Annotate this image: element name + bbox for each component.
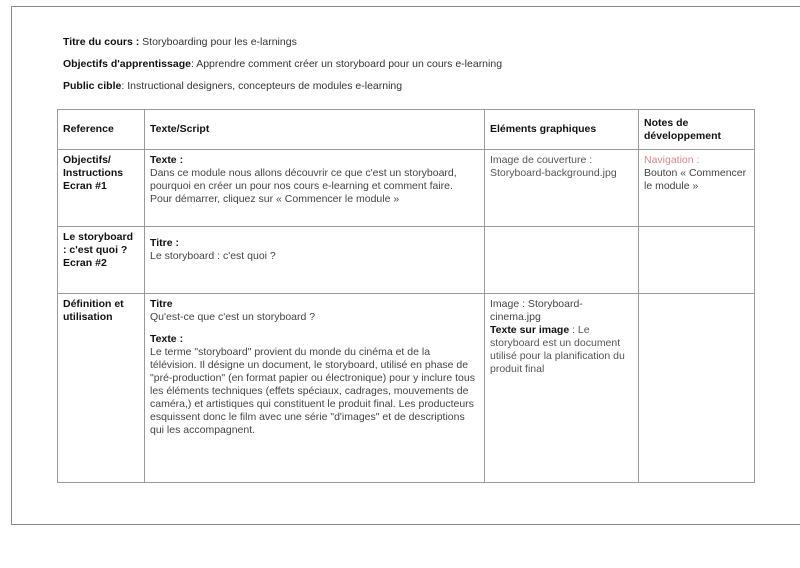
row1-script-text2: Pour démarrer, cliquez sur « Commencer le module » bbox=[150, 193, 400, 205]
objectives-line bbox=[63, 58, 502, 70]
course-title-line bbox=[63, 36, 297, 48]
row3-graphics-text: : Le storyboard est un document utilisé pour la planification du produit final bbox=[490, 324, 625, 375]
row3-script-text: Le terme "storyboard" provient du monde du cinéma et de la télévision. Il désigne un document, le storyboard, utilisé en phase de "pré-production" (en format papier ou électronique) pour y inclure tous les éléments techniques (effets spéciaux, cadrages, mouvements de caméra,) et artistiques qui constituent le produit final. Les producteurs esquissent donc le film avec une série "d'images" et de descriptions qui les accompagnent. bbox=[150, 346, 475, 436]
row3-graphics bbox=[485, 294, 639, 483]
row1-script-label: Texte : bbox=[150, 154, 184, 166]
row1-notes-text: Bouton « Commencer le module » bbox=[644, 167, 747, 192]
row2-reference: Le storyboard : c'est quoi ? Ecran #2 bbox=[58, 227, 145, 294]
header-script: Texte/Script bbox=[145, 110, 485, 150]
audience-value: : Instructional designers, concepteurs de modules e-learning bbox=[121, 80, 403, 92]
row3-title-text: Qu'est-ce que c'est un storyboard ? bbox=[150, 311, 316, 323]
objectives-value: : Apprendre comment créer un storyboard pour un cours e-learning bbox=[190, 58, 503, 70]
table-row bbox=[58, 294, 755, 483]
row3-script bbox=[145, 294, 485, 483]
row2-script-label: Titre : bbox=[150, 237, 179, 249]
row1-script bbox=[145, 150, 485, 227]
row1-graphics: Image de couverture : Storyboard-background.jpg bbox=[485, 150, 639, 227]
header-graphics: Eléments graphiques bbox=[485, 110, 639, 150]
table-header-row bbox=[58, 110, 755, 150]
row3-graphics-image: Image : Storyboard-cinema.jpg bbox=[490, 298, 583, 323]
row3-graphics-label: Texte sur image bbox=[490, 324, 570, 336]
row3-title-label: Titre bbox=[150, 298, 173, 310]
objectives-label: Objectifs d'apprentissage bbox=[63, 58, 191, 70]
table-row bbox=[58, 150, 755, 227]
row2-graphics bbox=[485, 227, 639, 294]
audience-line bbox=[63, 80, 402, 92]
row1-script-text: Dans ce module nous allons découvrir ce que c'est un storyboard, pourquoi en créer un pour nos cours e-learning et comment faire. bbox=[150, 167, 457, 192]
row2-notes bbox=[639, 227, 755, 294]
course-title-value: Storyboarding pour les e-larnings bbox=[139, 36, 297, 48]
row1-notes-label: Navigation : bbox=[644, 154, 700, 166]
row3-notes bbox=[639, 294, 755, 483]
row2-script-text: Le storyboard : c'est quoi ? bbox=[150, 250, 276, 262]
row3-script-label: Texte : bbox=[150, 333, 184, 345]
row3-reference: Définition et utilisation bbox=[58, 294, 145, 483]
row2-script bbox=[145, 227, 485, 294]
row3-graphics-caption bbox=[490, 324, 625, 375]
header-reference: Reference bbox=[58, 110, 145, 150]
table-row bbox=[58, 227, 755, 294]
storyboard-table bbox=[57, 109, 755, 483]
header-notes: Notes de développement bbox=[639, 110, 755, 150]
course-title-label: Titre du cours : bbox=[63, 36, 140, 48]
row1-reference: Objectifs/ Instructions Ecran #1 bbox=[58, 150, 145, 227]
audience-label: Public cible bbox=[63, 80, 122, 92]
row1-notes bbox=[639, 150, 755, 227]
